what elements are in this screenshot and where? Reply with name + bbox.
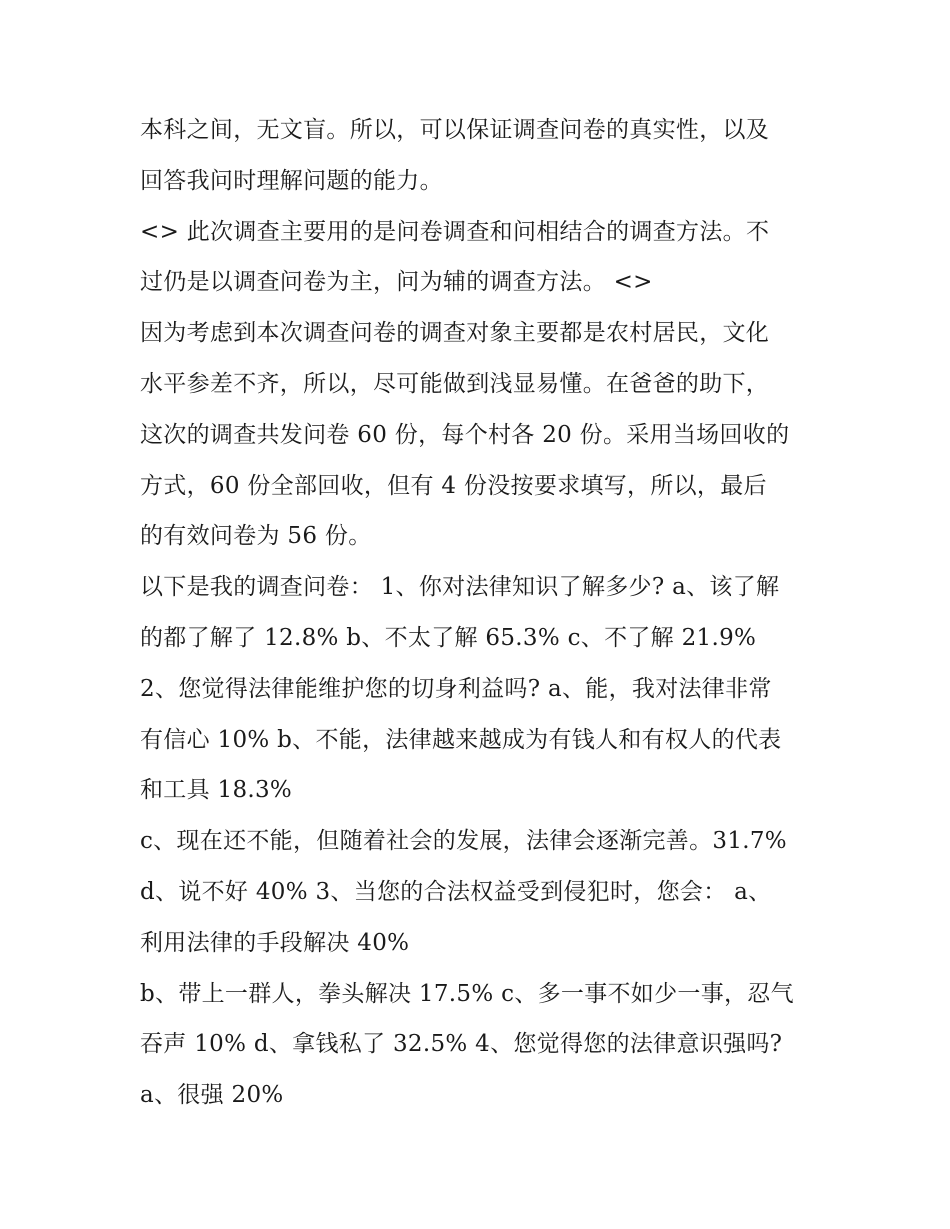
text-line: 吞声 10% d、拿钱私了 32.5% 4、您觉得您的法律意识强吗? [140, 1031, 783, 1058]
text-line: 利用法律的手段解决 40% [140, 929, 410, 956]
text-line: c、现在还不能，但随着社会的发展，法律会逐渐完善。31.7% [140, 828, 787, 855]
text-line: 过仍是以调查问卷为主，问为辅的调查方法。 <> [140, 269, 653, 296]
text-line: 水平参差不齐，所以，尽可能做到浅显易懂。在爸爸的助下， [140, 370, 770, 397]
text-line: 回答我问时理解问题的能力。 [140, 167, 443, 194]
text-line: 以下是我的调查问卷： 1、你对法律知识了解多少? a、该了解 [140, 574, 780, 601]
text-line: 方式，60 份全部回收，但有 4 份没按要求填写，所以，最后 [140, 472, 767, 499]
text-line: d、说不好 40% 3、当您的合法权益受到侵犯时，您会： a、 [140, 878, 772, 905]
text-line: 和工具 18.3% [140, 777, 293, 804]
text-line: 的都了解了 12.8% b、不太了解 65.3% c、不了解 21.9% [140, 624, 757, 651]
text-line: 有信心 10% b、不能，法律越来越成为有钱人和有权人的代表 [140, 726, 782, 753]
text-line: 本科之间，无文盲。所以，可以保证调查问卷的真实性，以及 [140, 117, 770, 143]
text-line: a、很强 20% [140, 1082, 284, 1109]
text-line: <> 此次调查主要用的是问卷调查和问相结合的调查方法。不 [140, 218, 770, 245]
text-line: 2、您觉得法律能维护您的切身利益吗? a、能，我对法律非常 [140, 675, 772, 702]
body-text [140, 105, 820, 1121]
text-line: 的有效问卷为 56 份。 [140, 523, 372, 550]
text-line: 因为考虑到本次调查问卷的调查对象主要都是农村居民，文化 [140, 320, 770, 347]
text-line: 这次的调查共发问卷 60 份，每个村各 20 份。采用当场回收的 [140, 421, 790, 448]
text-line: b、带上一群人，拳头解决 17.5% c、多一事不如少一事，忍气 [140, 980, 794, 1007]
